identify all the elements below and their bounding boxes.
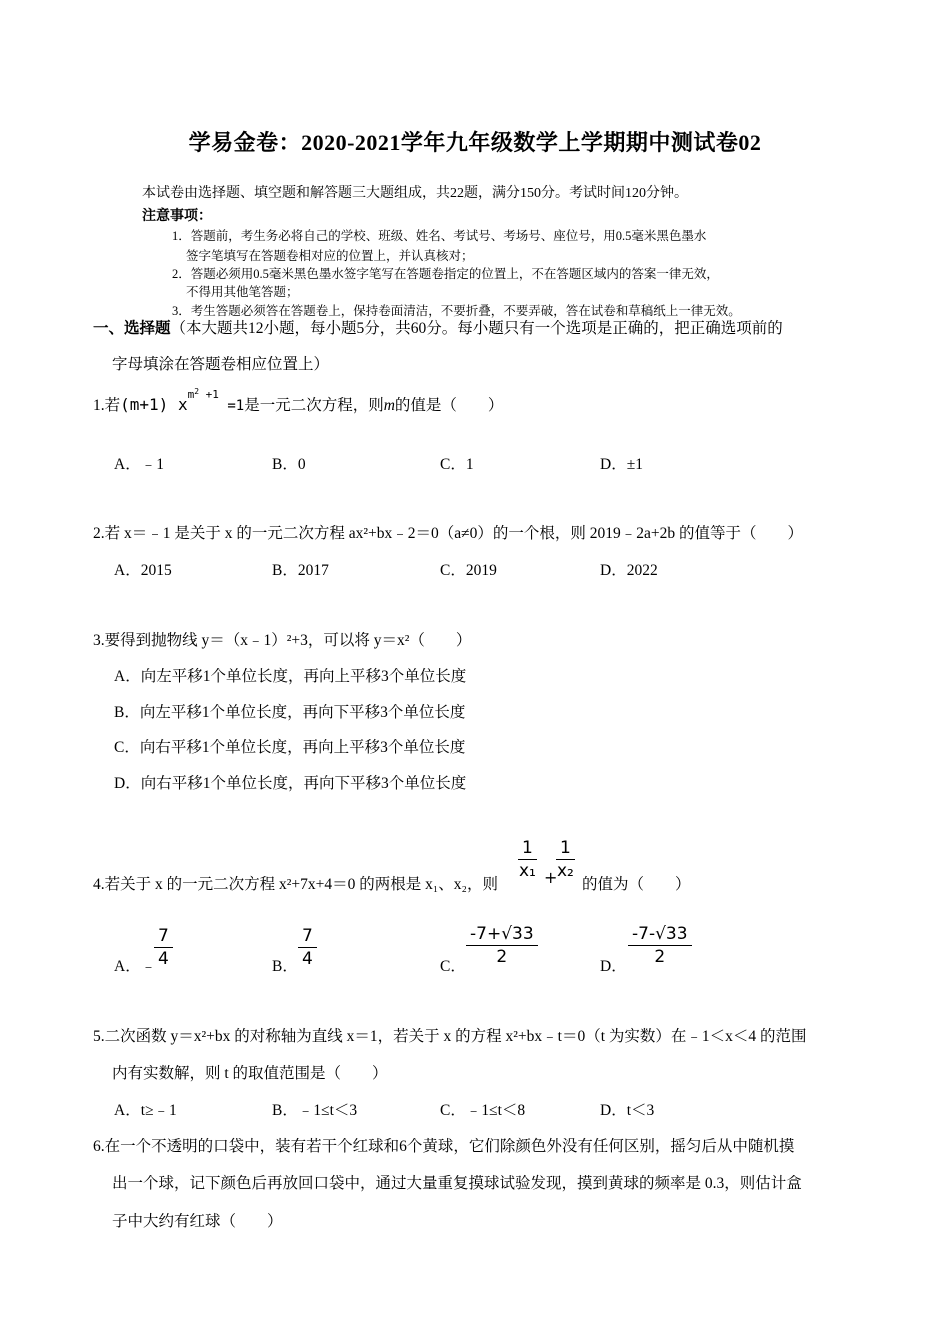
q1-expr: (m+1) x <box>120 395 188 414</box>
q1-option-b[interactable]: B．0 <box>272 456 306 473</box>
q4-tail: 的值为（ ） <box>582 876 691 893</box>
section-desc-cont: 字母填涂在答题卷相应位置上） <box>112 356 330 373</box>
q1-num: 1.若 <box>93 397 121 414</box>
q4-option-c[interactable]: C． <box>440 958 466 975</box>
q3-option-d[interactable]: D．向右平移1个单位长度，再向下平移3个单位长度 <box>114 775 467 792</box>
q5-option-d[interactable]: D．t＜3 <box>600 1102 655 1119</box>
question-5: 5.二次函数 y＝x²+bx 的对称轴为直线 x＝1，若关于 x 的方程 x²+bx﹣t＝0（t 为实数）在﹣1＜x＜4 的范围 <box>93 1028 807 1045</box>
q4-option-b[interactable]: B． <box>272 958 298 975</box>
q4-fraction-2: 1 x₂ <box>556 838 574 881</box>
q4-option-b-fraction: 7 4 <box>298 926 317 969</box>
q1-option-d[interactable]: D．±1 <box>600 456 643 473</box>
note-line: 3．考生答题必须答在答题卷上，保持卷面清洁，不要折叠，不要弄破，答在试卷和草稿纸上一律无效。 <box>172 304 741 318</box>
q4-fraction-1: 1 x₁ <box>518 838 536 881</box>
note-line: 不得用其他笔答题； <box>186 285 299 299</box>
section-heading <box>93 316 783 338</box>
q2-option-a[interactable]: A．2015 <box>114 562 172 579</box>
q5-option-c[interactable]: C．﹣1≤t＜8 <box>440 1102 526 1119</box>
question-3: 3.要得到抛物线 y＝（x﹣1）²+3，可以将 y＝x²（ ） <box>93 632 472 649</box>
note-line: 2．答题必须用0.5毫米黑色墨水签字笔写在答题卷指定的位置上，不在答题区域内的答案一律无效， <box>172 267 719 281</box>
question-1 <box>93 387 504 415</box>
q4-option-c-fraction: -7+√33 2 <box>466 924 538 967</box>
q1-option-c[interactable]: C．1 <box>440 456 474 473</box>
note-line: 1．答题前，考生务必将自己的学校、班级、姓名、考试号、考场号、座位号，用0.5毫米黑色墨水 <box>172 229 707 243</box>
q4-option-a[interactable]: A．﹣ <box>114 958 157 975</box>
q5-option-b[interactable]: B．﹣1≤t＜3 <box>272 1102 358 1119</box>
q1-rest: 是一元二次方程，则 <box>244 397 384 414</box>
intro-text: 本试卷由选择题、填空题和解答题三大题组成，共22题，满分150分。考试时间120分钟。 <box>142 186 688 201</box>
q1-option-a[interactable]: A．﹣1 <box>114 456 164 473</box>
q3-option-b[interactable]: B．向左平移1个单位长度，再向下平移3个单位长度 <box>114 704 466 721</box>
section-desc: （本大题共12小题，每小题5分，共60分。每小题只有一个选项是正确的，把正确选项前的 <box>170 320 783 337</box>
question-6: 6.在一个不透明的口袋中，装有若干个红球和6个黄球，它们除颜色外没有任何区别，摇匀后从中随机摸 <box>93 1138 795 1155</box>
question-4: 4.若关于 x 的一元二次方程 x²+7x+4＝0 的两根是 x₁、x₂，则 <box>93 876 498 893</box>
section-label: 一、选择题 <box>93 320 171 337</box>
q1-exponent: m2 +1 <box>187 387 219 401</box>
question-6-cont: 子中大约有红球（ ） <box>112 1213 283 1230</box>
q3-option-c[interactable]: C．向右平移1个单位长度，再向上平移3个单位长度 <box>114 739 466 756</box>
question-6-cont: 出一个球，记下颜色后再放回口袋中，通过大量重复摸球试验发现，摸到黄球的频率是 0.3，则估计盒 <box>112 1175 802 1192</box>
notice-heading: 注意事项： <box>142 209 212 224</box>
note-line: 签字笔填写在答题卷相对应的位置上，并认真核对； <box>186 249 474 263</box>
q2-option-c[interactable]: C．2019 <box>440 562 497 579</box>
q2-option-d[interactable]: D．2022 <box>600 562 658 579</box>
q3-option-a[interactable]: A．向左平移1个单位长度，再向上平移3个单位长度 <box>114 668 467 685</box>
question-2: 2.若 x＝﹣1 是关于 x 的一元二次方程 ax²+bx﹣2＝0（a≠0）的一个根，则 2019﹣2a+2b 的值等于（ ） <box>93 525 804 542</box>
q1-var: m <box>383 397 395 414</box>
q4-option-d[interactable]: D． <box>600 958 627 975</box>
page-title: 学易金卷：2020-2021学年九年级数学上学期期中测试卷02 <box>188 130 762 155</box>
q2-option-b[interactable]: B．2017 <box>272 562 329 579</box>
q1-eq: =1 <box>218 398 245 414</box>
q5-option-a[interactable]: A．t≥﹣1 <box>114 1102 177 1119</box>
q1-tail: 的值是（ ） <box>394 397 504 414</box>
q4-plus: + <box>544 868 558 887</box>
q4-option-a-fraction: 7 4 <box>154 926 173 969</box>
q4-option-d-fraction: -7-√33 2 <box>628 924 692 967</box>
question-5-cont: 内有实数解，则 t 的取值范围是（ ） <box>112 1065 388 1082</box>
